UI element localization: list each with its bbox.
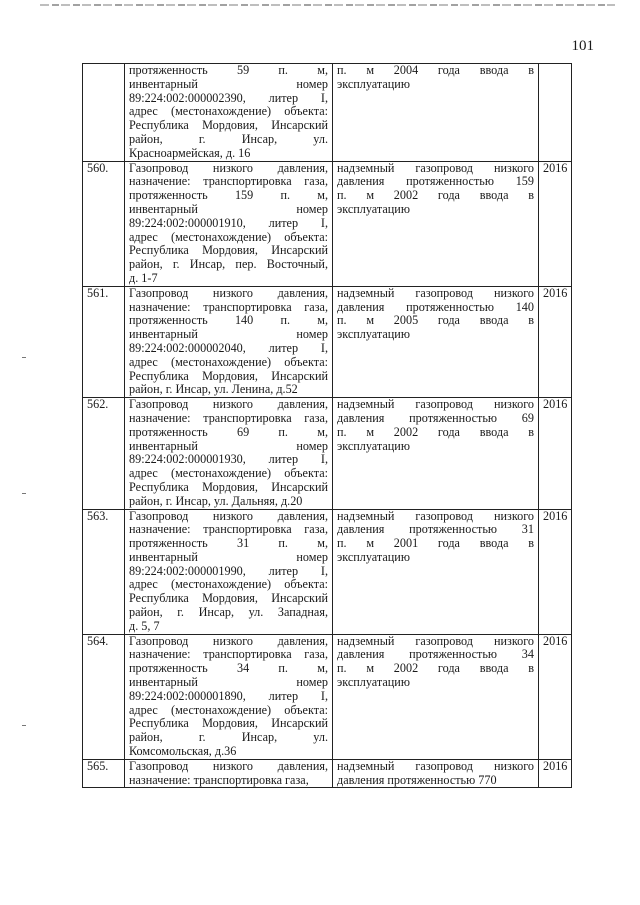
- text-line: адрес (местонахождение) объекта:: [129, 229, 328, 244]
- text-line: надземный газопровод низкого: [337, 633, 534, 648]
- text-line: надземный газопровод низкого: [337, 397, 534, 412]
- text-line: Республика Мордовия, Инсарский: [129, 118, 328, 133]
- object-description-cell: [333, 286, 539, 397]
- page-number: 101: [571, 38, 594, 54]
- registry-table: [82, 63, 572, 788]
- text-line: Газопровод низкого давления,: [129, 397, 328, 412]
- text-line: инвентарный номер: [129, 327, 328, 342]
- text-line: район, г. Инсар, ул. Ленина, д.52: [129, 382, 298, 397]
- object-name-cell: [125, 161, 333, 286]
- text-line: протяженность 59 п. м,: [129, 63, 328, 77]
- text-line: протяженность 31 п. м,: [129, 536, 328, 551]
- text-line: адрес (местонахождение) объекта:: [129, 702, 328, 717]
- text-line: д. 1-7: [129, 270, 158, 285]
- text-line: район, г. Инсар, ул. Дальняя, д.20: [129, 493, 303, 508]
- text-line: п. м 2004 года ввода в: [337, 63, 534, 77]
- row-number: 564.: [83, 634, 125, 759]
- object-description-cell: [333, 509, 539, 634]
- text-line: 89:224:002:000001910, литер I,: [129, 215, 328, 230]
- text-line: давления протяженностью 159: [337, 174, 534, 189]
- text-line: надземный газопровод низкого: [337, 285, 534, 300]
- table-row: [83, 634, 572, 759]
- text-line: назначение: транспортировка газа,: [129, 522, 328, 537]
- text-line: инвентарный номер: [129, 549, 328, 564]
- object-description-cell: [333, 64, 539, 162]
- text-line: п. м 2005 года ввода в: [337, 313, 534, 328]
- text-line: эксплуатацию: [337, 549, 410, 564]
- text-line: эксплуатацию: [337, 201, 410, 216]
- text-line: эксплуатацию: [337, 675, 410, 690]
- year-cell: 2016: [539, 286, 572, 397]
- text-line: п. м 2002 года ввода в: [337, 424, 534, 439]
- year-cell: 2016: [539, 759, 572, 788]
- object-description-cell: [333, 398, 539, 509]
- text-line: эксплуатацию: [337, 438, 410, 453]
- text-line: Красноармейская, д. 16: [129, 145, 251, 160]
- text-line: давления протяженностью 34: [337, 647, 534, 662]
- scan-artifact-line: [40, 4, 615, 6]
- table-row: [83, 286, 572, 397]
- table-row: [83, 759, 572, 788]
- text-line: эксплуатацию: [337, 76, 410, 91]
- text-line: п. м 2002 года ввода в: [337, 188, 534, 203]
- object-name-cell: [125, 759, 333, 788]
- text-line: инвентарный номер: [129, 76, 328, 91]
- text-line: протяженность 140 п. м,: [129, 313, 328, 328]
- text-line: Республика Мордовия, Инсарский: [129, 243, 328, 258]
- text-line: Газопровод низкого давления,: [129, 160, 328, 175]
- text-line: район, г. Инсар, пер. Восточный,: [129, 257, 328, 272]
- text-line: п. м 2002 года ввода в: [337, 661, 534, 676]
- table-row: [83, 161, 572, 286]
- text-line: назначение: транспортировка газа,: [129, 772, 309, 787]
- text-line: адрес (местонахождение) объекта:: [129, 104, 328, 119]
- object-name-cell: [125, 286, 333, 397]
- row-number: 563.: [83, 509, 125, 634]
- text-line: надземный газопровод низкого: [337, 508, 534, 523]
- text-line: Республика Мордовия, Инсарский: [129, 479, 328, 494]
- object-name-cell: [125, 509, 333, 634]
- row-number: 562.: [83, 398, 125, 509]
- text-line: п. м 2001 года ввода в: [337, 536, 534, 551]
- text-line: Газопровод низкого давления,: [129, 285, 328, 300]
- text-line: район, г. Инсар, ул.: [129, 131, 328, 146]
- text-line: 89:224:002:000001890, литер I,: [129, 688, 328, 703]
- year-cell: [539, 64, 572, 162]
- year-cell: 2016: [539, 161, 572, 286]
- text-line: надземный газопровод низкого: [337, 758, 534, 773]
- text-line: эксплуатацию: [337, 327, 410, 342]
- text-line: надземный газопровод низкого: [337, 160, 534, 175]
- text-line: давления протяженностью 770: [337, 772, 497, 787]
- text-line: протяженность 34 п. м,: [129, 661, 328, 676]
- table-row: [83, 64, 572, 162]
- row-number: 565.: [83, 759, 125, 788]
- text-line: назначение: транспортировка газа,: [129, 299, 328, 314]
- margin-mark: [22, 493, 26, 494]
- object-description-cell: [333, 161, 539, 286]
- text-line: назначение: транспортировка газа,: [129, 647, 328, 662]
- text-line: Комсомольская, д.36: [129, 744, 237, 759]
- object-description-cell: [333, 759, 539, 788]
- table-row: [83, 509, 572, 634]
- year-cell: 2016: [539, 634, 572, 759]
- text-line: 89:224:002:000001990, литер I,: [129, 563, 328, 578]
- text-line: протяженность 159 п. м,: [129, 188, 328, 203]
- text-line: давления протяженностью 31: [337, 522, 534, 537]
- text-line: адрес (местонахождение) объекта:: [129, 577, 328, 592]
- text-line: Газопровод низкого давления,: [129, 633, 328, 648]
- text-line: 89:224:002:000001930, литер I,: [129, 452, 328, 467]
- text-line: инвентарный номер: [129, 675, 328, 690]
- text-line: Газопровод низкого давления,: [129, 508, 328, 523]
- row-number: [83, 64, 125, 162]
- text-line: протяженность 69 п. м,: [129, 424, 328, 439]
- text-line: Республика Мордовия, Инсарский: [129, 716, 328, 731]
- text-line: 89:224:002:000002040, литер I,: [129, 340, 328, 355]
- text-line: адрес (местонахождение) объекта:: [129, 354, 328, 369]
- object-description-cell: [333, 634, 539, 759]
- row-number: 560.: [83, 161, 125, 286]
- text-line: Газопровод низкого давления,: [129, 758, 328, 773]
- text-line: инвентарный номер: [129, 438, 328, 453]
- year-cell: 2016: [539, 509, 572, 634]
- text-line: район, г. Инсар, ул.: [129, 730, 328, 745]
- table-row: [83, 398, 572, 509]
- text-line: инвентарный номер: [129, 201, 328, 216]
- text-line: назначение: транспортировка газа,: [129, 174, 328, 189]
- year-cell: 2016: [539, 398, 572, 509]
- registry-table-body: [83, 64, 572, 788]
- text-line: д. 5, 7: [129, 618, 160, 633]
- object-name-cell: [125, 398, 333, 509]
- text-line: адрес (местонахождение) объекта:: [129, 466, 328, 481]
- text-line: Республика Мордовия, Инсарский: [129, 368, 328, 383]
- row-number: 561.: [83, 286, 125, 397]
- text-line: Республика Мордовия, Инсарский: [129, 591, 328, 606]
- object-name-cell: [125, 64, 333, 162]
- text-line: давления протяженностью 140: [337, 299, 534, 314]
- margin-mark: [22, 725, 26, 726]
- text-line: давления протяженностью 69: [337, 410, 534, 425]
- text-line: район, г. Инсар, ул. Западная,: [129, 605, 328, 620]
- object-name-cell: [125, 634, 333, 759]
- text-line: назначение: транспортировка газа,: [129, 410, 328, 425]
- text-line: 89:224:002:000002390, литер I,: [129, 90, 328, 105]
- margin-mark: [22, 357, 26, 358]
